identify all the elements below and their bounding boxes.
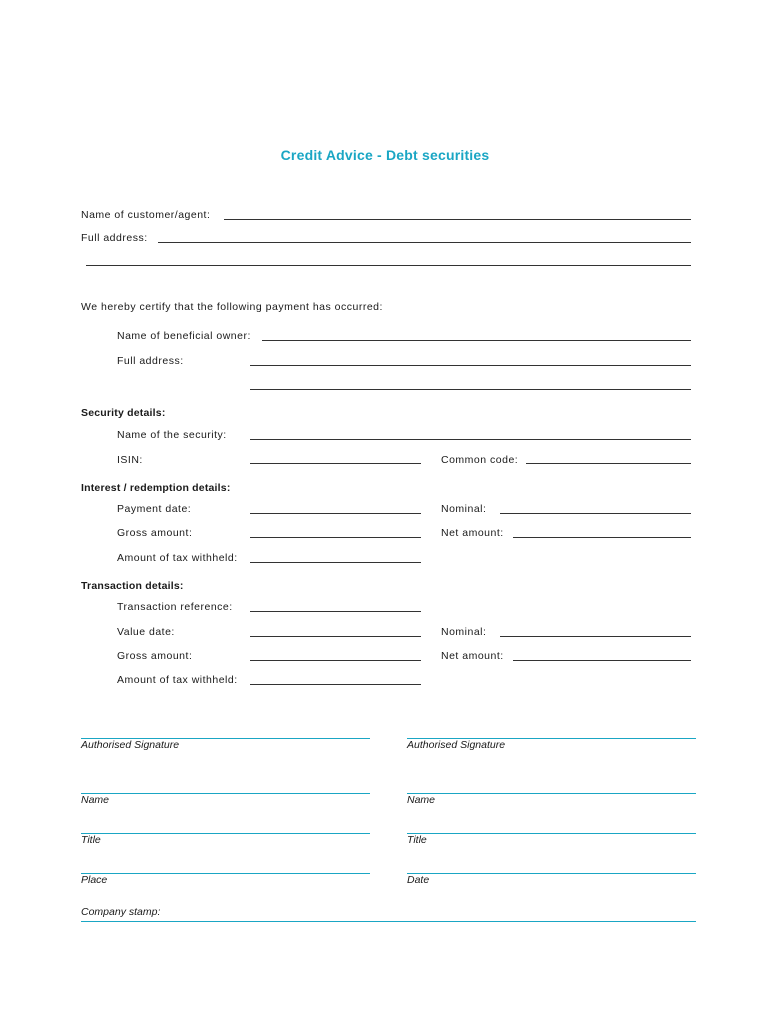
transaction-heading: Transaction details:	[81, 580, 184, 592]
transaction-nominal-label: Nominal:	[441, 626, 487, 638]
security-name-label: Name of the security:	[117, 429, 227, 441]
left-signature-label: Authorised Signature	[81, 739, 180, 751]
company-stamp-label: Company stamp:	[81, 906, 161, 918]
transaction-reference-label: Transaction reference:	[117, 601, 233, 613]
left-place-label: Place	[81, 874, 108, 886]
document-title: Credit Advice - Debt securities	[280, 147, 490, 163]
right-signature-label: Authorised Signature	[407, 739, 506, 751]
interest-gross-field[interactable]	[250, 537, 421, 538]
transaction-gross-field[interactable]	[250, 660, 421, 661]
interest-gross-label: Gross amount:	[117, 527, 193, 539]
right-title-label: Title	[407, 834, 427, 846]
right-name-label: Name	[407, 794, 436, 806]
security-heading: Security details:	[81, 407, 166, 419]
interest-heading: Interest / redemption details:	[81, 482, 231, 494]
value-date-field[interactable]	[250, 636, 421, 637]
beneficial-address-field-1[interactable]	[250, 365, 691, 366]
transaction-net-field[interactable]	[513, 660, 691, 661]
right-date-line[interactable]	[407, 873, 696, 874]
beneficial-owner-field[interactable]	[262, 340, 691, 341]
isin-label: ISIN:	[117, 454, 143, 466]
left-name-line[interactable]	[81, 793, 370, 794]
customer-name-label: Name of customer/agent:	[81, 209, 211, 221]
transaction-net-label: Net amount:	[441, 650, 504, 662]
transaction-tax-field[interactable]	[250, 684, 421, 685]
right-name-line[interactable]	[407, 793, 696, 794]
customer-address-field-2[interactable]	[86, 265, 691, 266]
transaction-tax-label: Amount of tax withheld:	[117, 674, 238, 686]
interest-tax-label: Amount of tax withheld:	[117, 552, 238, 564]
value-date-label: Value date:	[117, 626, 175, 638]
beneficial-address-field-2[interactable]	[250, 389, 691, 390]
interest-nominal-label: Nominal:	[441, 503, 487, 515]
left-title-line[interactable]	[81, 833, 370, 834]
transaction-reference-field[interactable]	[250, 611, 421, 612]
isin-field[interactable]	[250, 463, 421, 464]
common-code-label: Common code:	[441, 454, 519, 466]
customer-address-label: Full address:	[81, 232, 148, 244]
transaction-gross-label: Gross amount:	[117, 650, 193, 662]
payment-date-field[interactable]	[250, 513, 421, 514]
right-date-label: Date	[407, 874, 430, 886]
beneficial-address-label: Full address:	[117, 355, 184, 367]
transaction-nominal-field[interactable]	[500, 636, 691, 637]
common-code-field[interactable]	[526, 463, 691, 464]
left-name-label: Name	[81, 794, 110, 806]
payment-date-label: Payment date:	[117, 503, 192, 515]
interest-net-label: Net amount:	[441, 527, 504, 539]
right-title-line[interactable]	[407, 833, 696, 834]
interest-tax-field[interactable]	[250, 562, 421, 563]
left-title-label: Title	[81, 834, 101, 846]
interest-nominal-field[interactable]	[500, 513, 691, 514]
certify-text: We hereby certify that the following payment has occurred:	[81, 301, 383, 313]
company-stamp-line[interactable]	[81, 921, 696, 922]
customer-name-field[interactable]	[224, 219, 691, 220]
left-place-line[interactable]	[81, 873, 370, 874]
security-name-field[interactable]	[250, 439, 691, 440]
beneficial-owner-label: Name of beneficial owner:	[117, 330, 251, 342]
customer-address-field-1[interactable]	[158, 242, 691, 243]
interest-net-field[interactable]	[513, 537, 691, 538]
